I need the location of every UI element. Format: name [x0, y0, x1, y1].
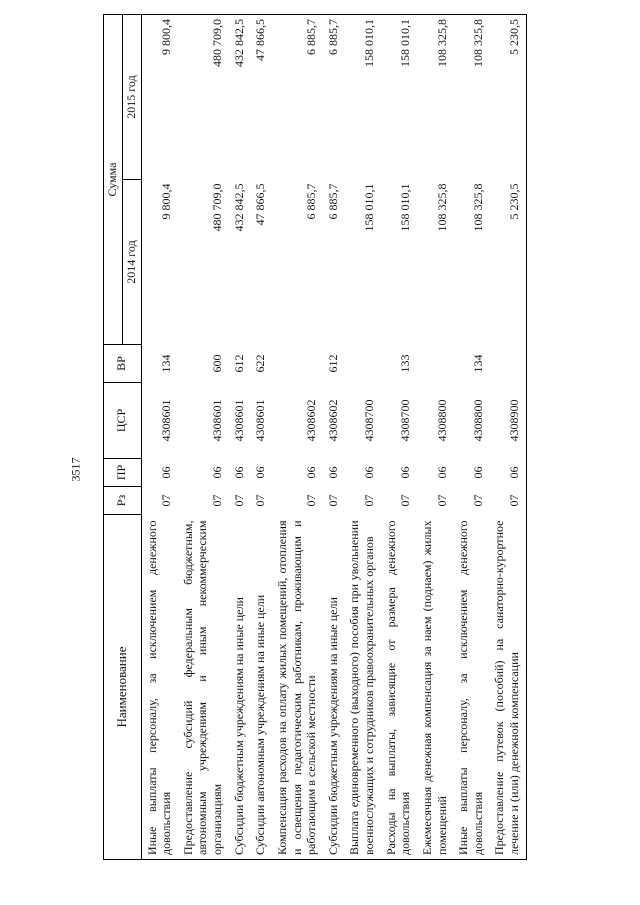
- amount-2014-cell: 108 325,8: [470, 183, 485, 232]
- vr-cell: 612: [231, 354, 246, 373]
- csr-cell: 4308601: [231, 399, 246, 442]
- pr-cell: 06: [434, 466, 449, 479]
- header-sum: Сумма: [104, 14, 123, 344]
- rz-cell: 07: [325, 494, 340, 507]
- amount-2015-cell: 108 325,8: [453, 14, 489, 179]
- table-row: [272, 14, 323, 859]
- csr-cell: 4308900: [489, 383, 526, 459]
- header-rz: Рз: [104, 487, 142, 515]
- header-row-1: [104, 14, 123, 859]
- pr-cell: 06: [210, 466, 225, 479]
- vr-cell: [272, 345, 323, 383]
- amount-2015-cell: 47 866,5: [250, 14, 272, 179]
- rz-cell: 07: [470, 494, 485, 507]
- rz-cell: 07: [434, 494, 449, 507]
- header-csr: ЦСР: [104, 383, 142, 459]
- vr-cell: 600: [210, 354, 225, 373]
- rotated-budget-table-region: [103, 15, 633, 860]
- vr-cell: [489, 345, 526, 383]
- pr-cell: 06: [159, 466, 174, 479]
- pr-cell: 06: [231, 466, 246, 479]
- table-row: [250, 14, 272, 859]
- amount-2014-cell: 47 866,5: [253, 183, 268, 226]
- amount-2015-cell: 6 885,7: [323, 14, 345, 179]
- amount-2015-cell: 432 842,5: [229, 14, 251, 179]
- pr-cell: 06: [398, 466, 413, 479]
- page-number: 3517: [68, 457, 83, 482]
- csr-cell: 4308602: [304, 399, 319, 442]
- table-row: [381, 14, 417, 859]
- csr-cell: 4308800: [470, 399, 485, 442]
- csr-cell: 4308800: [434, 399, 449, 442]
- pr-cell: 06: [304, 466, 319, 479]
- header-name: Наименование: [104, 515, 142, 860]
- name-cell: Субсидии автономным учреждениям на иные цели: [250, 515, 272, 860]
- amount-2015-cell: 5 230,5: [489, 14, 526, 179]
- header-2014: 2014 год: [122, 180, 141, 345]
- name-cell: Предоставление субсидий федеральным бюджетным, автономным учреждениям и иным некоммерческим организациям: [178, 515, 229, 860]
- table-row: [344, 14, 380, 859]
- pr-cell: 06: [362, 466, 377, 479]
- rz-cell: 07: [362, 494, 377, 507]
- table-row: [229, 14, 251, 859]
- csr-cell: 4308602: [325, 399, 340, 442]
- table-row: [489, 14, 526, 859]
- rz-cell: 07: [253, 494, 268, 507]
- vr-cell: [344, 345, 380, 383]
- header-pr: ПР: [104, 459, 142, 487]
- amount-2014-cell: 6 885,7: [325, 183, 340, 220]
- vr-cell: 134: [159, 354, 174, 373]
- amount-2015-cell: 158 010,1: [381, 14, 417, 179]
- csr-cell: 4308700: [398, 399, 413, 442]
- table-row: [453, 14, 489, 859]
- header-2015: 2015 год: [122, 14, 141, 179]
- csr-cell: 4308601: [253, 399, 268, 442]
- name-cell: Ежемесячная денежная компенсация за наем (поднаем) жилых помещений: [417, 515, 453, 860]
- amount-2014-cell: 480 709,0: [210, 183, 225, 232]
- rz-cell: 07: [231, 494, 246, 507]
- name-cell: Субсидии бюджетным учреждениям на иные цели: [229, 515, 251, 860]
- vr-cell: [417, 345, 453, 383]
- vr-cell: 622: [253, 354, 268, 373]
- amount-2015-cell: 480 709,0: [178, 14, 229, 179]
- rz-cell: 07: [489, 487, 526, 515]
- rz-cell: 07: [398, 494, 413, 507]
- amount-2014-cell: 9 800,4: [159, 183, 174, 220]
- table-body: [141, 14, 526, 859]
- rz-cell: 07: [210, 494, 225, 507]
- table-header: [104, 14, 142, 859]
- amount-2014-cell: 158 010,1: [398, 183, 413, 232]
- table-row: [417, 14, 453, 859]
- name-cell: Иные выплаты персоналу, за исключением денежного довольствия: [141, 515, 178, 860]
- table-row: [141, 14, 178, 859]
- pr-cell: 06: [325, 466, 340, 479]
- vr-cell: 612: [325, 354, 340, 373]
- amount-2014-cell: 5 230,5: [489, 180, 526, 345]
- rz-cell: 07: [304, 494, 319, 507]
- rz-cell: 07: [159, 494, 174, 507]
- name-cell: Расходы на выплаты, зависящие от размера денежного довольствия: [381, 515, 417, 860]
- csr-cell: 4308601: [159, 399, 174, 442]
- amount-2014-cell: 6 885,7: [304, 183, 319, 220]
- amount-2014-cell: 158 010,1: [362, 183, 377, 232]
- name-cell: Предоставление путевок (пособий) на санаторно-курортное лечение и (или) денежной компенсации: [489, 515, 526, 860]
- pr-cell: 06: [489, 459, 526, 487]
- csr-cell: 4308700: [362, 399, 377, 442]
- table-row: [323, 14, 345, 859]
- vr-cell: 133: [398, 354, 413, 373]
- csr-cell: 4308601: [210, 399, 225, 442]
- pr-cell: 06: [470, 466, 485, 479]
- amount-2014-cell: 108 325,8: [434, 183, 449, 232]
- header-vr: ВР: [104, 345, 142, 383]
- table-row: [178, 14, 229, 859]
- name-cell: Субсидии бюджетным учреждениям на иные цели: [323, 515, 345, 860]
- amount-2015-cell: 108 325,8: [417, 14, 453, 179]
- budget-table: [103, 14, 527, 860]
- vr-cell: 134: [470, 354, 485, 373]
- name-cell: Выплата единовременного (выходного) пособия при увольнении военнослужащих и сотрудников правоохранительных органов: [344, 515, 380, 860]
- amount-2015-cell: 9 800,4: [141, 14, 178, 179]
- amount-2015-cell: 158 010,1: [344, 14, 380, 179]
- name-cell: Компенсация расходов на оплату жилых помещений, отопления и освещения педагогическим работникам, проживающим и работающим в сельской местности: [272, 515, 323, 860]
- amount-2015-cell: 6 885,7: [272, 14, 323, 179]
- pr-cell: 06: [253, 466, 268, 479]
- name-cell: Иные выплаты персоналу, за исключением денежного довольствия: [453, 515, 489, 860]
- amount-2014-cell: 432 842,5: [231, 183, 246, 232]
